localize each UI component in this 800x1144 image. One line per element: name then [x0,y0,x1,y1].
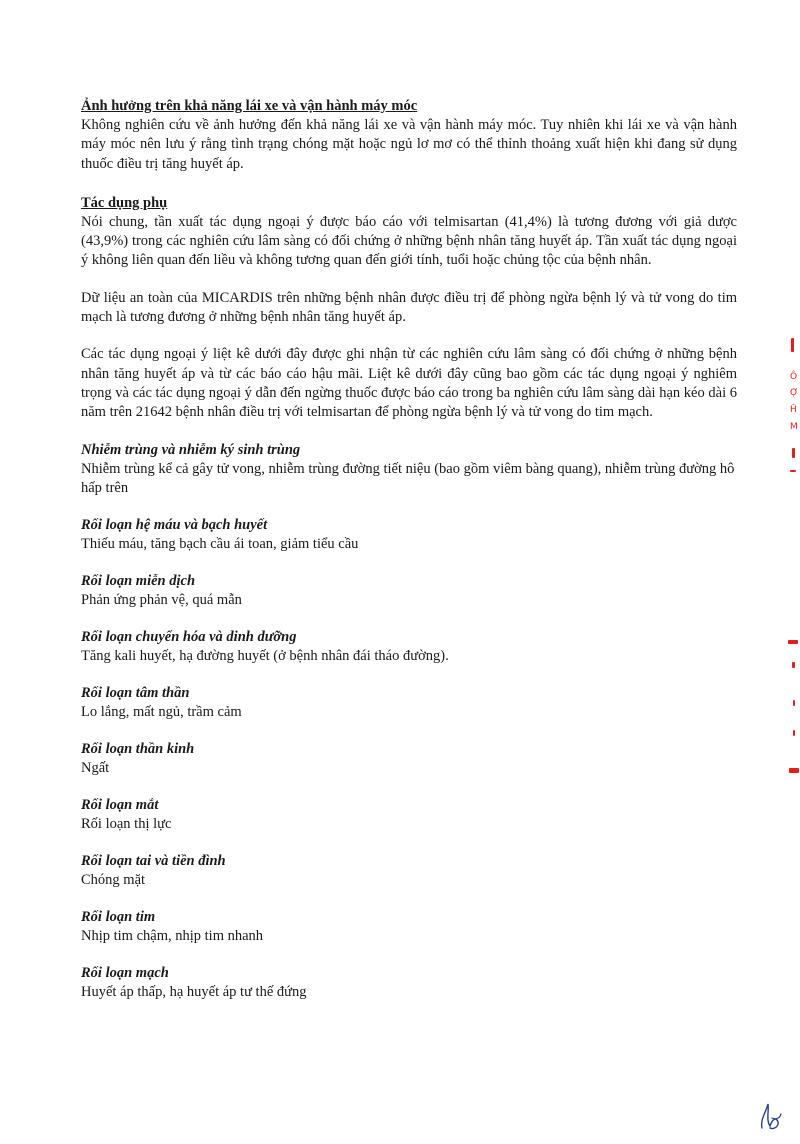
stamp-mark [788,640,798,644]
category-title: Rối loạn hệ máu và bạch huyết [81,516,268,533]
category-text: Huyết áp thấp, hạ huyết áp tư thế đứng [81,983,307,1000]
category-text: Tăng kali huyết, hạ đường huyết (ở bệnh nhân đái tháo đường). [81,647,449,664]
side-effects-paragraph-3: Các tác dụng ngoại ý liệt kê dưới đây được ghi nhận từ các nghiên cứu lâm sàng có đối chứng ở những bệnh nhân tăng huyết áp và từ các báo cáo hậu mãi. Liệt kê dưới đây cũng bao gồm các tác dụng ngoại ý nghiêm trọng và các tác dụng ngoại ý dẫn đến ngừng thuốc được báo cáo trong ba nghiên cứu lâm sàng dài hạn kéo dài 6 năm trên 21642 bệnh nhân điều trị với telmisartan để phòng ngừa bệnh lý và tử vong do tim mạch. [81,346,737,421]
category-title: Rối loạn miễn dịch [81,572,196,589]
category-title: Nhiễm trùng và nhiễm ký sinh trùng [81,441,301,458]
stamp-fragment: Ĥ [790,405,797,415]
driving-heading: Ảnh hưởng trên khả năng lái xe và vận hành máy móc [81,98,418,114]
stamp-mark [789,768,799,773]
category-text: Phản ứng phản vệ, quá mẫn [81,591,242,608]
stamp-mark [790,470,796,472]
category-psychiatric [81,684,737,722]
stamp-mark [791,338,794,352]
stamp-mark [792,662,795,668]
side-effects-heading: Tác dụng phụ [81,194,168,211]
category-title: Rối loạn tâm thần [81,684,190,701]
category-infections [81,441,737,498]
category-title: Rối loạn thần kinh [81,740,195,757]
category-eye [81,796,737,834]
category-immune [81,572,737,610]
category-metabolism [81,628,737,666]
stamp-fragment: M [790,422,798,432]
side-effects-paragraph-2: Dữ liệu an toàn của MICARDIS trên những bệnh nhân được điều trị để phòng ngừa bệnh lý và tử vong do tim mạch là tương đương ở những bệnh nhân tăng huyết áp. [81,289,737,326]
stamp-fragment: Ô [790,372,798,382]
category-title: Rối loạn mạch [81,964,169,981]
category-vascular [81,964,737,1002]
category-text: Nhiễm trùng kể cả gây tử vong, nhiễm trùng đường tiết niệu (bao gồm viêm bàng quang), nhiễm trùng đường hô hấp trên [81,460,735,496]
category-title: Rối loạn mắt [81,796,159,813]
side-effects-paragraph-1: Nói chung, tần xuất tác dụng ngoại ý được báo cáo với telmisartan (41,4%) là tương đương với giả dược (43,9%) trong các nghiên cứu lâm sàng có đối chứng ở những bệnh nhân tăng huyết áp. Tần xuất tác dụng ngoại ý không liên quan đến liều và không tương quan đến giới tính, tuổi hoặc chủng tộc của bệnh nhân. [81,213,737,269]
category-text: Nhịp tim chậm, nhịp tim nhanh [81,927,264,944]
category-text: Chóng mặt [81,871,146,888]
stamp-mark [793,730,795,736]
stamp-mark [792,448,795,458]
category-ear [81,852,737,890]
category-text: Lo lắng, mất ngủ, trầm cảm [81,703,242,720]
stamp-fragment: Ợ [790,388,799,398]
stamp-mark [793,700,795,706]
category-text: Ngất [81,759,110,776]
document-page [81,96,737,1020]
category-title: Rối loạn chuyển hóa và dinh dưỡng [81,628,297,645]
category-text: Rối loạn thị lực [81,815,172,832]
category-nervous [81,740,737,778]
category-title: Rối loạn tai và tiền đình [81,852,226,869]
category-cardiac [81,908,737,946]
category-blood-lymph [81,516,737,554]
signature-initials [756,1098,784,1134]
driving-body: Không nghiên cứu về ảnh hưởng đến khả năng lái xe và vận hành máy móc. Tuy nhiên khi lái xe và vận hành máy móc nên lưu ý rằng tình trạng chóng mặt hoặc ngủ lơ mơ có thể thỉnh thoảng xuất hiện khi đang sử dụng thuốc điều trị tăng huyết áp. [81,117,737,172]
category-text: Thiếu máu, tăng bạch cầu ái toan, giảm tiểu cầu [81,535,359,552]
category-title: Rối loạn tim [81,908,156,925]
